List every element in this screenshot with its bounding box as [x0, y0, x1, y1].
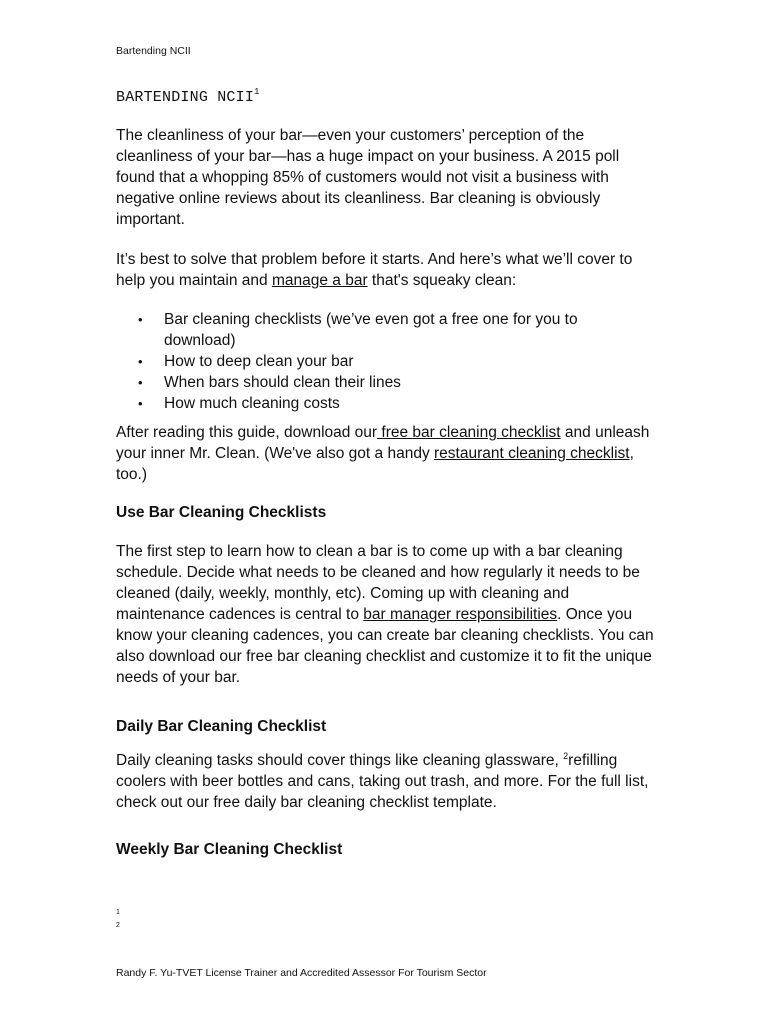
daily-paragraph: [116, 746, 656, 813]
page-header: Bartending NCII: [116, 45, 191, 57]
daily-footnote-ref[interactable]: 2: [563, 751, 569, 761]
overview-text-before: It’s best to solve that problem before it starts. And here’s what we’ll cover to help you maintain and: [116, 251, 633, 289]
manage-a-bar-link[interactable]: manage a bar: [271, 272, 368, 289]
download-text-after: , too.): [116, 445, 634, 483]
download-text-before: After reading this guide, download our: [116, 424, 378, 441]
download-text-middle: and unleash your inner Mr. Clean. (We've also got a handy: [116, 424, 650, 462]
footnote-1: 1: [116, 909, 120, 916]
download-paragraph: [116, 422, 656, 485]
topics-list: [116, 309, 656, 414]
overview-paragraph: [116, 249, 656, 291]
daily-text-after: refilling coolers with beer bottles and cans, taking out trash, and more. For the full list, check out our free daily bar cleaning checklist template.: [116, 752, 649, 812]
daily-text-before: Daily cleaning tasks should cover things like cleaning glassware,: [116, 752, 564, 770]
title-footnote-ref[interactable]: 1: [254, 87, 260, 97]
list-item: • Bar cleaning checklists (we’ve even got a free one for you to download): [116, 309, 624, 351]
overview-text-after: that's squeaky clean:: [367, 272, 517, 289]
heading-daily-bar-cleaning-checklist: Daily Bar Cleaning Checklist: [116, 718, 327, 735]
heading-use-bar-cleaning-checklists: Use Bar Cleaning Checklists: [116, 504, 327, 521]
free-bar-cleaning-checklist-link[interactable]: free bar cleaning checklist: [377, 424, 561, 441]
document-title: [116, 89, 260, 106]
heading-weekly-bar-cleaning-checklist: Weekly Bar Cleaning Checklist: [116, 841, 343, 858]
footnote-2: 2: [116, 922, 120, 929]
schedule-text-before: The first step to learn how to clean a bar is to come up with a bar cleaning schedule. Decide what needs to be cleaned and how regularly it needs to be cleaned (daily, weekly, monthly, etc). Coming up with cleaning and maintenance cadences is central to: [116, 543, 640, 623]
intro-paragraph: The cleanliness of your bar—even your customers’ perception of the cleanliness of your bar—has a huge impact on your business. A 2015 poll found that a whopping 85% of customers would not visit a business with negative online reviews about its cleanliness. Bar cleaning is obviously important.: [116, 127, 620, 228]
schedule-text-after: . Once you know your cleaning cadences, you can create bar cleaning checklists. You can also download our free bar cleaning checklist and customize it to fit the unique needs of your bar.: [116, 606, 654, 686]
restaurant-cleaning-checklist-link[interactable]: restaurant cleaning checklist: [434, 445, 630, 462]
schedule-paragraph: [116, 541, 656, 688]
bar-manager-responsibilities-link[interactable]: bar manager responsibilities: [363, 606, 558, 623]
list-item: • When bars should clean their lines: [116, 372, 624, 393]
title-text: BARTENDING NCII: [116, 89, 255, 106]
list-item: • How to deep clean your bar: [116, 351, 624, 372]
list-item: • How much cleaning costs: [116, 393, 624, 414]
page-footer: Randy F. Yu-TVET License Trainer and Accredited Assessor For Tourism Sector: [116, 967, 487, 979]
